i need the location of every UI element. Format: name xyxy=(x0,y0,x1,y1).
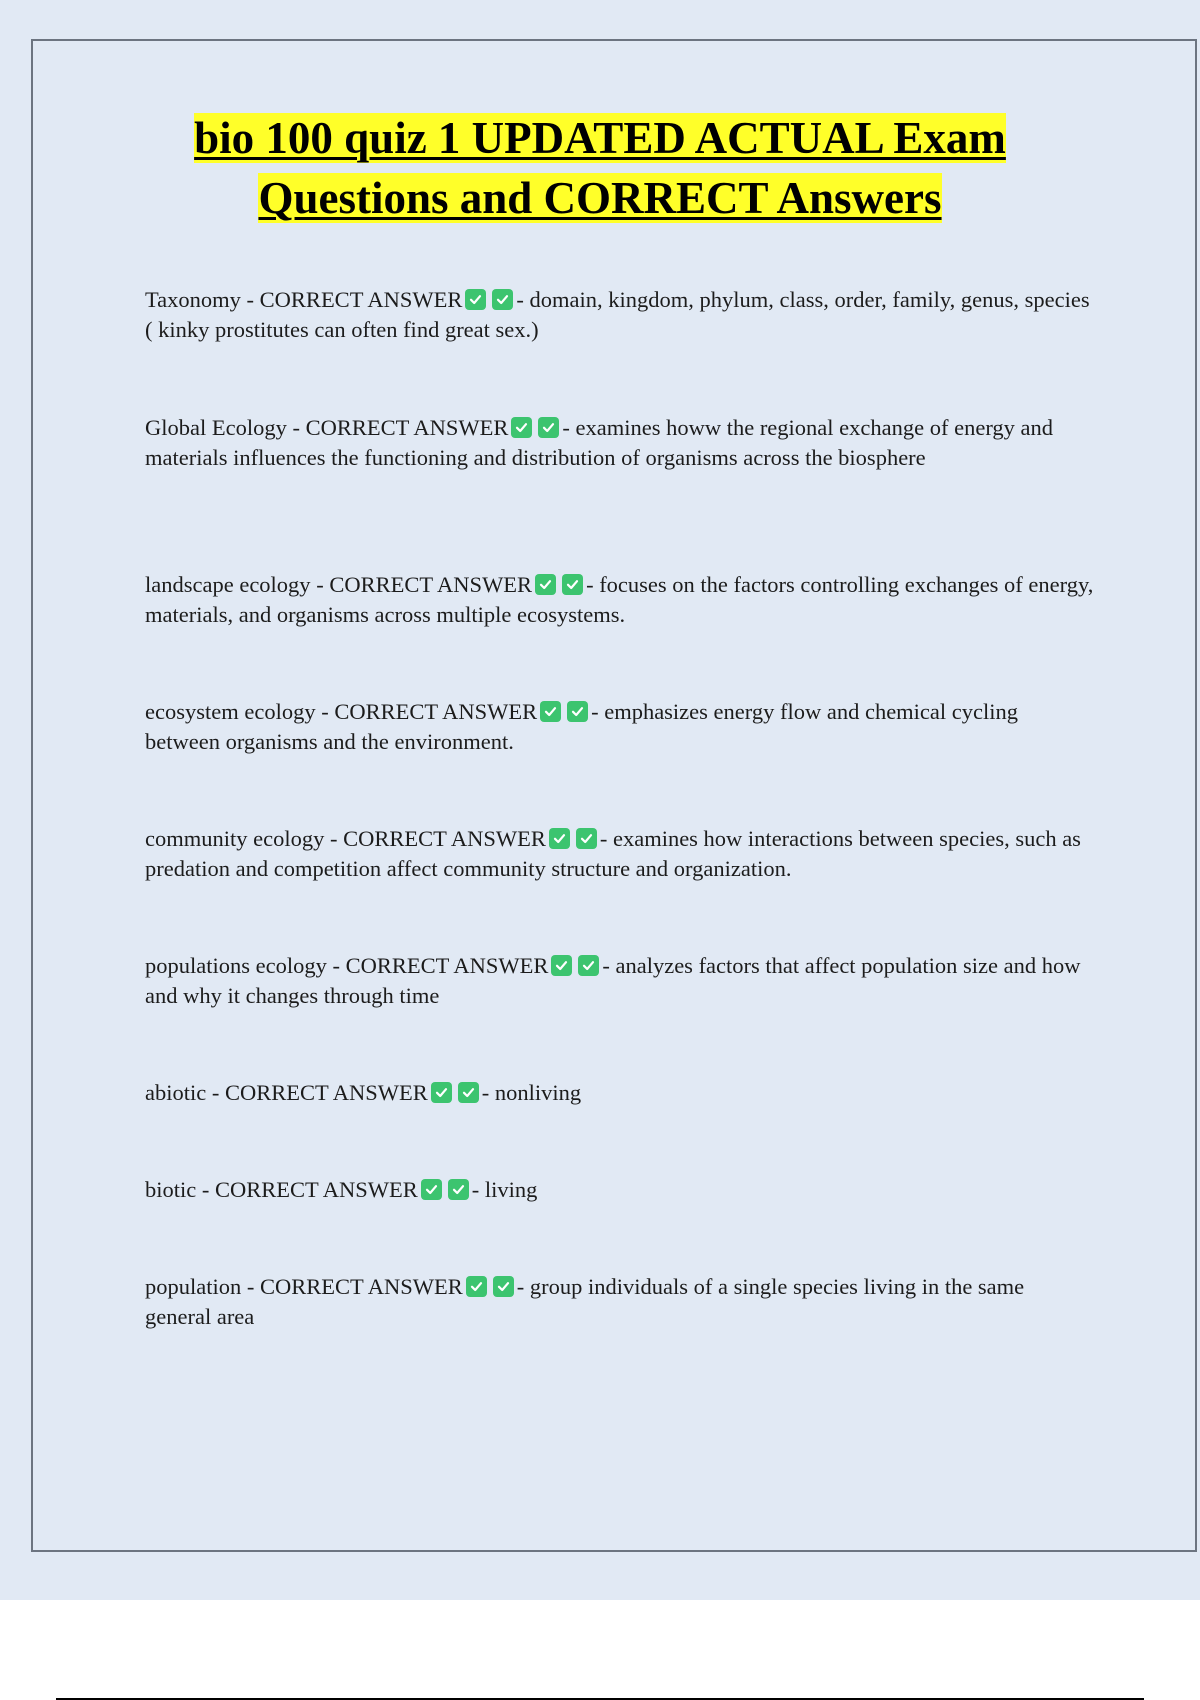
entry-answer: nonliving xyxy=(494,1080,582,1105)
entry-answer: focuses on the factors controlling exchanges of energy, materials, and organisms across multiple ecosystems. xyxy=(145,572,1094,627)
qa-entry: abiotic - CORRECT ANSWER - nonliving xyxy=(145,1080,582,1105)
entry-term: landscape ecology xyxy=(145,572,311,597)
check-icon xyxy=(538,417,559,438)
check-icon xyxy=(465,289,486,310)
entry-term: community ecology xyxy=(145,826,325,851)
entry-marker: CORRECT ANSWER xyxy=(215,1177,418,1202)
qa-entry: populations ecology - CORRECT ANSWER - analyzes factors that affect population size and how and why it changes through time xyxy=(145,953,1081,1008)
entry-answer: living xyxy=(484,1177,538,1202)
qa-entry: biotic - CORRECT ANSWER - living xyxy=(145,1177,538,1202)
check-icon xyxy=(551,955,572,976)
entry-marker: CORRECT ANSWER xyxy=(345,953,549,978)
qa-entry: community ecology - CORRECT ANSWER - examines how interactions between species, such as predation and competition affect community structure and organization. xyxy=(145,826,1081,881)
check-icon xyxy=(576,828,597,849)
document-title xyxy=(60,108,1140,228)
entry-marker: CORRECT ANSWER xyxy=(224,1080,428,1105)
entry-marker: CORRECT ANSWER xyxy=(305,415,509,440)
entry-answer: group individuals of a single species living in the same general area xyxy=(145,1274,1025,1329)
entry-term: Taxonomy xyxy=(145,287,241,312)
entry-answer: examines how interactions between species, such as predation and competition affect community structure and organization. xyxy=(145,826,1081,881)
check-icon xyxy=(549,828,570,849)
entry-marker: CORRECT ANSWER xyxy=(329,572,533,597)
entry-term: abiotic xyxy=(145,1080,207,1105)
check-icon xyxy=(448,1179,469,1200)
check-icon xyxy=(421,1179,442,1200)
check-icon xyxy=(466,1276,487,1297)
check-icon xyxy=(540,701,561,722)
check-icon xyxy=(511,417,532,438)
entry-term: Global Ecology xyxy=(145,415,287,440)
check-icon xyxy=(562,574,583,595)
title-line-1: bio 100 quiz 1 UPDATED ACTUAL Exam xyxy=(194,113,1006,163)
entry-marker: CORRECT ANSWER xyxy=(343,826,546,851)
entry-answer: domain, kingdom, phylum, class, order, family, genus, species ( kinky prostitutes can often find great sex.) xyxy=(145,287,1090,342)
entry-term: populations ecology xyxy=(145,953,327,978)
check-icon xyxy=(493,1276,514,1297)
check-icon xyxy=(492,289,513,310)
qa-entry: ecosystem ecology - CORRECT ANSWER - emphasizes energy flow and chemical cycling between organisms and the environment. xyxy=(145,699,1019,754)
entry-answer: emphasizes energy flow and chemical cycling between organisms and the environment. xyxy=(145,699,1019,754)
entry-marker: CORRECT ANSWER xyxy=(260,1274,463,1299)
check-icon xyxy=(567,701,588,722)
title-line-2: Questions and CORRECT Answers xyxy=(258,173,942,223)
qa-entry: landscape ecology - CORRECT ANSWER - focuses on the factors controlling exchanges of energy, materials, and organisms across multiple ecosystems. xyxy=(145,572,1094,627)
entry-marker: CORRECT ANSWER xyxy=(259,287,463,312)
qa-entry: Taxonomy - CORRECT ANSWER - domain, kingdom, phylum, class, order, family, genus, species ( kinky prostitutes can often find great sex.) xyxy=(145,287,1090,342)
check-icon xyxy=(578,955,599,976)
check-icon xyxy=(431,1082,452,1103)
check-icon xyxy=(458,1082,479,1103)
check-icon xyxy=(535,574,556,595)
entry-answer: analyzes factors that affect population size and how and why it changes through time xyxy=(145,953,1081,1008)
entry-answer: examines howw the regional exchange of energy and materials influences the functioning and distribution of organisms across the biosphere xyxy=(145,415,1054,470)
entry-marker: CORRECT ANSWER xyxy=(334,699,538,724)
entry-term: biotic xyxy=(145,1177,197,1202)
entry-term: population xyxy=(145,1274,242,1299)
entry-term: ecosystem ecology xyxy=(145,699,316,724)
qa-entry: population - CORRECT ANSWER - group individuals of a single species living in the same general area xyxy=(145,1274,1025,1329)
qa-entry: Global Ecology - CORRECT ANSWER - examines howw the regional exchange of energy and materials influences the functioning and distribution of organisms across the biosphere xyxy=(145,415,1054,470)
